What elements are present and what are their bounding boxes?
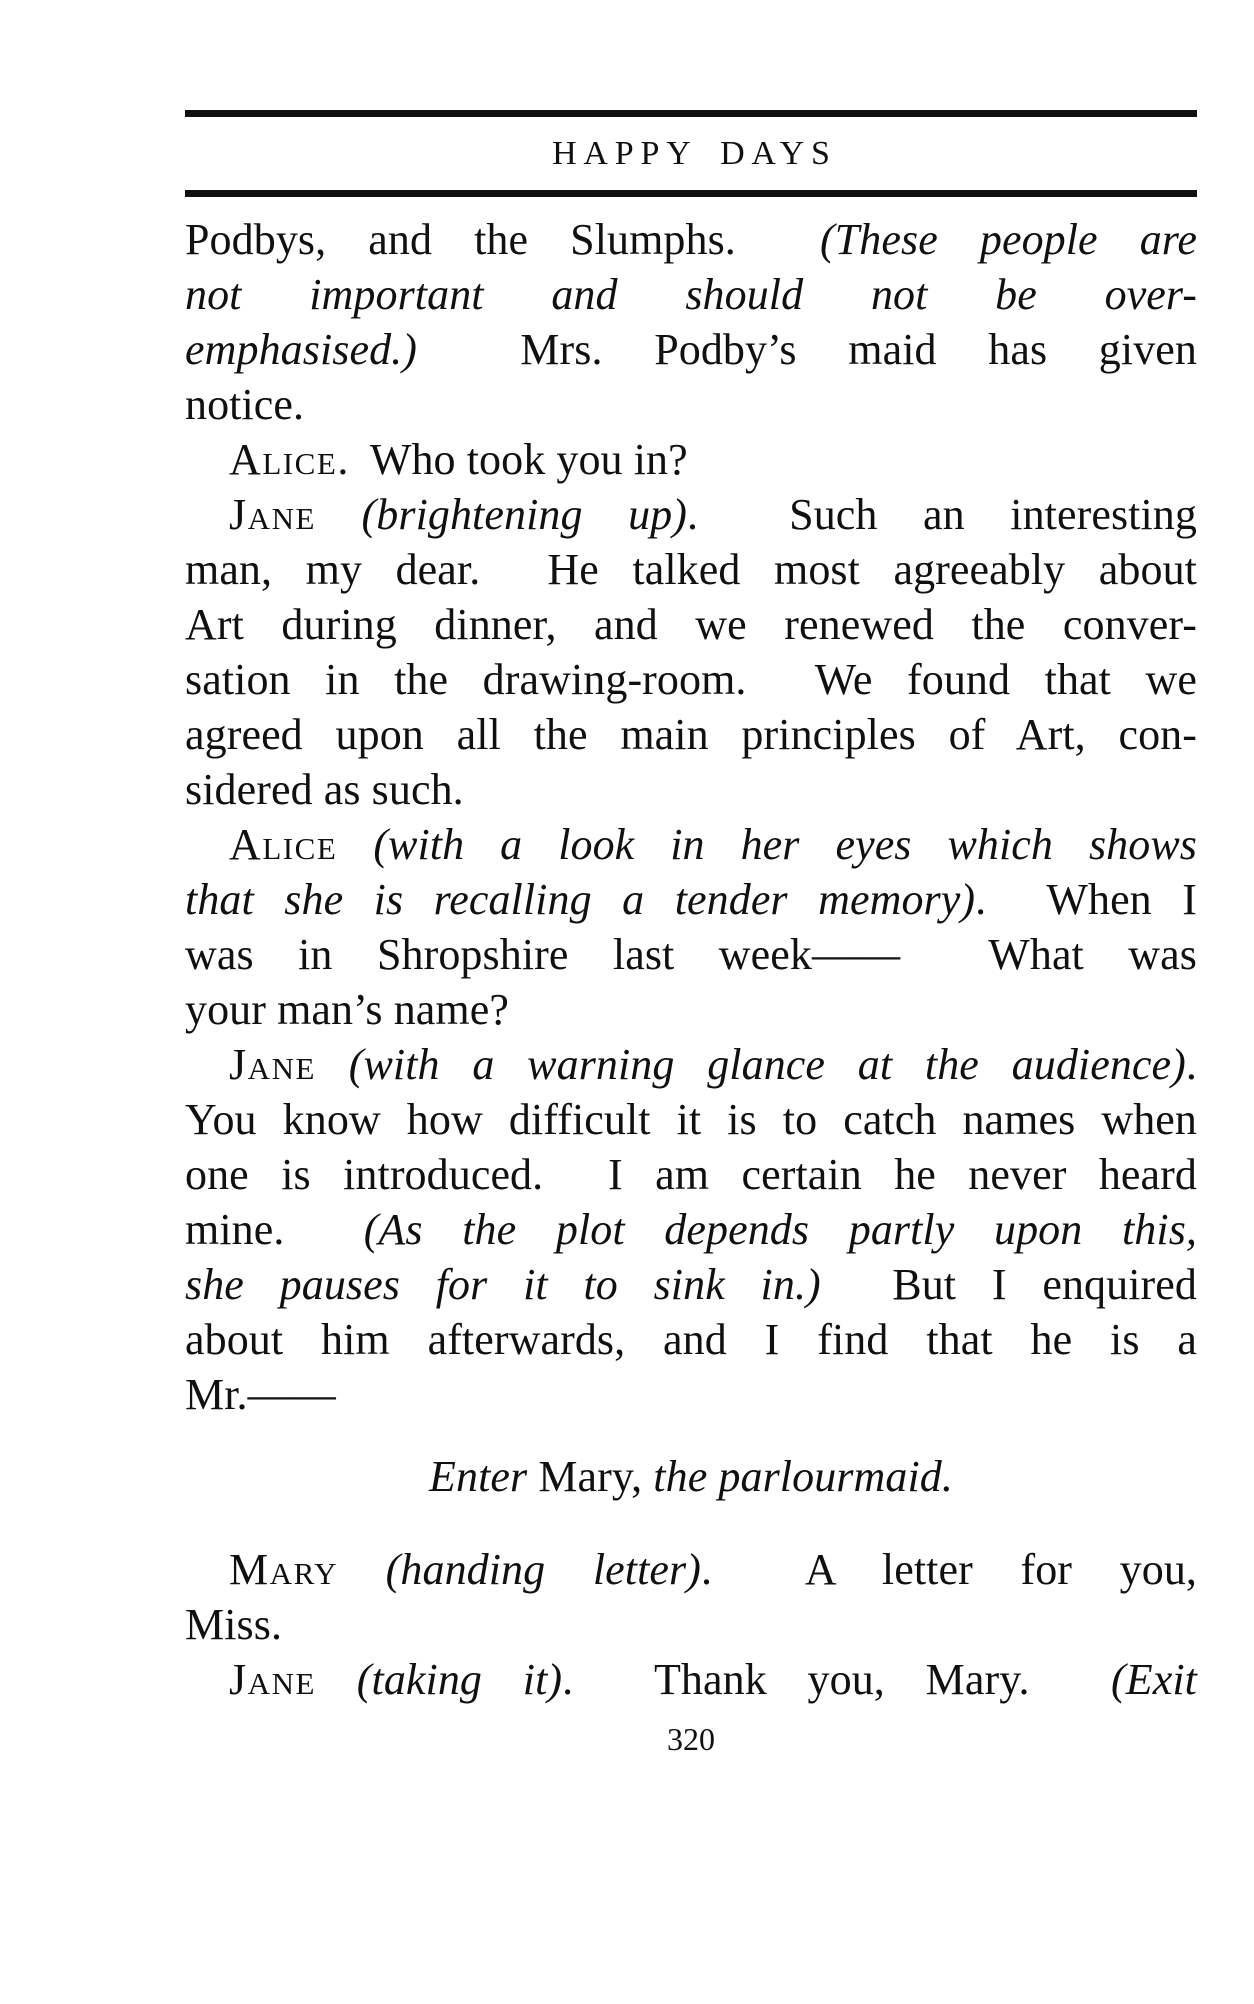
text-run: . Such an interesting (687, 490, 1197, 539)
header-rule (185, 190, 1197, 197)
top-rule (185, 110, 1197, 117)
text-run: one is introduced. I am certain he never heard (185, 1150, 1197, 1199)
text-run: notice. (185, 380, 305, 429)
text-run: You know how difficult it is to catch names when (185, 1095, 1197, 1144)
text-line-25 (185, 1597, 1197, 1652)
text-run: (These people are (819, 215, 1197, 264)
text-run: Miss. (185, 1600, 283, 1649)
text-run: was in Shropshire last week—— What was (185, 930, 1197, 979)
text-run: about him afterwards, and I find that he is a (185, 1315, 1197, 1364)
text-run: Mrs. Podby’s maid has given (417, 325, 1197, 374)
text-run: . Who took you in? (337, 435, 688, 484)
text-run (316, 1655, 357, 1704)
text-line-18 (185, 1147, 1197, 1202)
text-run (337, 820, 373, 869)
text-run: (As the plot depends partly upon this, (363, 1205, 1197, 1254)
text-run: Jane (229, 1655, 316, 1704)
text-run: Art during dinner, and we renewed the conver- (185, 600, 1197, 649)
text-run: (with a look in her eyes which shows (373, 820, 1197, 869)
text-run (338, 1545, 386, 1594)
text-run: Enter (429, 1452, 539, 1501)
text-line-12 (185, 817, 1197, 872)
text-block (185, 0, 1197, 1759)
text-run: man, my dear. He talked most agreeably about (185, 545, 1197, 594)
text-line-16 (185, 1037, 1197, 1092)
text-run: sation in the drawing-room. We found that we (185, 655, 1197, 704)
text-line-4 (185, 377, 1197, 432)
text-run: agreed upon all the main principles of Art, con- (185, 710, 1197, 759)
text-run: (Exit (1111, 1655, 1197, 1704)
text-run: she pauses for it to sink in.) (185, 1260, 821, 1309)
text-run: not important and should not be over- (185, 270, 1197, 319)
text-line-1 (185, 212, 1197, 267)
text-run: sidered as such. (185, 765, 464, 814)
running-head-title: HAPPY DAYS (552, 135, 837, 172)
text-line-22 (185, 1367, 1197, 1422)
text-line-6 (185, 487, 1197, 542)
text-line-15 (185, 982, 1197, 1037)
text-run (316, 490, 362, 539)
text-line-14 (185, 927, 1197, 982)
text-run: that she is recalling a tender memory) (185, 875, 976, 924)
page-body-text (185, 197, 1197, 1707)
text-run: (handing letter) (385, 1545, 701, 1594)
text-run: your man’s name? (185, 985, 509, 1034)
text-line-19 (185, 1202, 1197, 1257)
text-line-9 (185, 652, 1197, 707)
text-run (316, 1040, 349, 1089)
text-line-8 (185, 597, 1197, 652)
text-run: Mary, (538, 1452, 643, 1501)
text-line-2 (185, 267, 1197, 322)
text-run: the parlourmaid. (642, 1452, 953, 1501)
text-run: . Thank you, Mary. (562, 1655, 1112, 1704)
text-line-3 (185, 322, 1197, 377)
text-run: Jane (229, 490, 316, 539)
text-line-10 (185, 707, 1197, 762)
text-run: (brightening up) (361, 490, 688, 539)
text-line-24 (185, 1542, 1197, 1597)
text-run: emphasised.) (185, 325, 418, 374)
text-run: (with a warning glance at the audience) (348, 1040, 1186, 1089)
text-run: mine. (185, 1205, 364, 1254)
text-line-17 (185, 1092, 1197, 1147)
text-run: Podbys, and the Slumphs. (185, 215, 820, 264)
text-line-21 (185, 1312, 1197, 1367)
text-line-5 (185, 432, 1197, 487)
text-run: Mary (229, 1545, 339, 1594)
text-line-26 (185, 1652, 1197, 1707)
text-run: Alice (229, 435, 338, 484)
text-run: Jane (229, 1040, 316, 1089)
text-run: . When I (975, 875, 1197, 924)
text-run: (taking it) (356, 1655, 563, 1704)
text-run: Alice (229, 820, 338, 869)
page-number: 320 (667, 1721, 715, 1757)
text-line-13 (185, 872, 1197, 927)
text-line-7 (185, 542, 1197, 597)
text-line-11 (185, 762, 1197, 817)
text-run: Mr.—— (185, 1370, 336, 1419)
text-run: . (1185, 1040, 1197, 1089)
text-line-20 (185, 1257, 1197, 1312)
stage-direction-line (185, 1449, 1197, 1504)
text-run: But I enquired (820, 1260, 1197, 1309)
text-run: . A letter for you, (700, 1545, 1197, 1594)
